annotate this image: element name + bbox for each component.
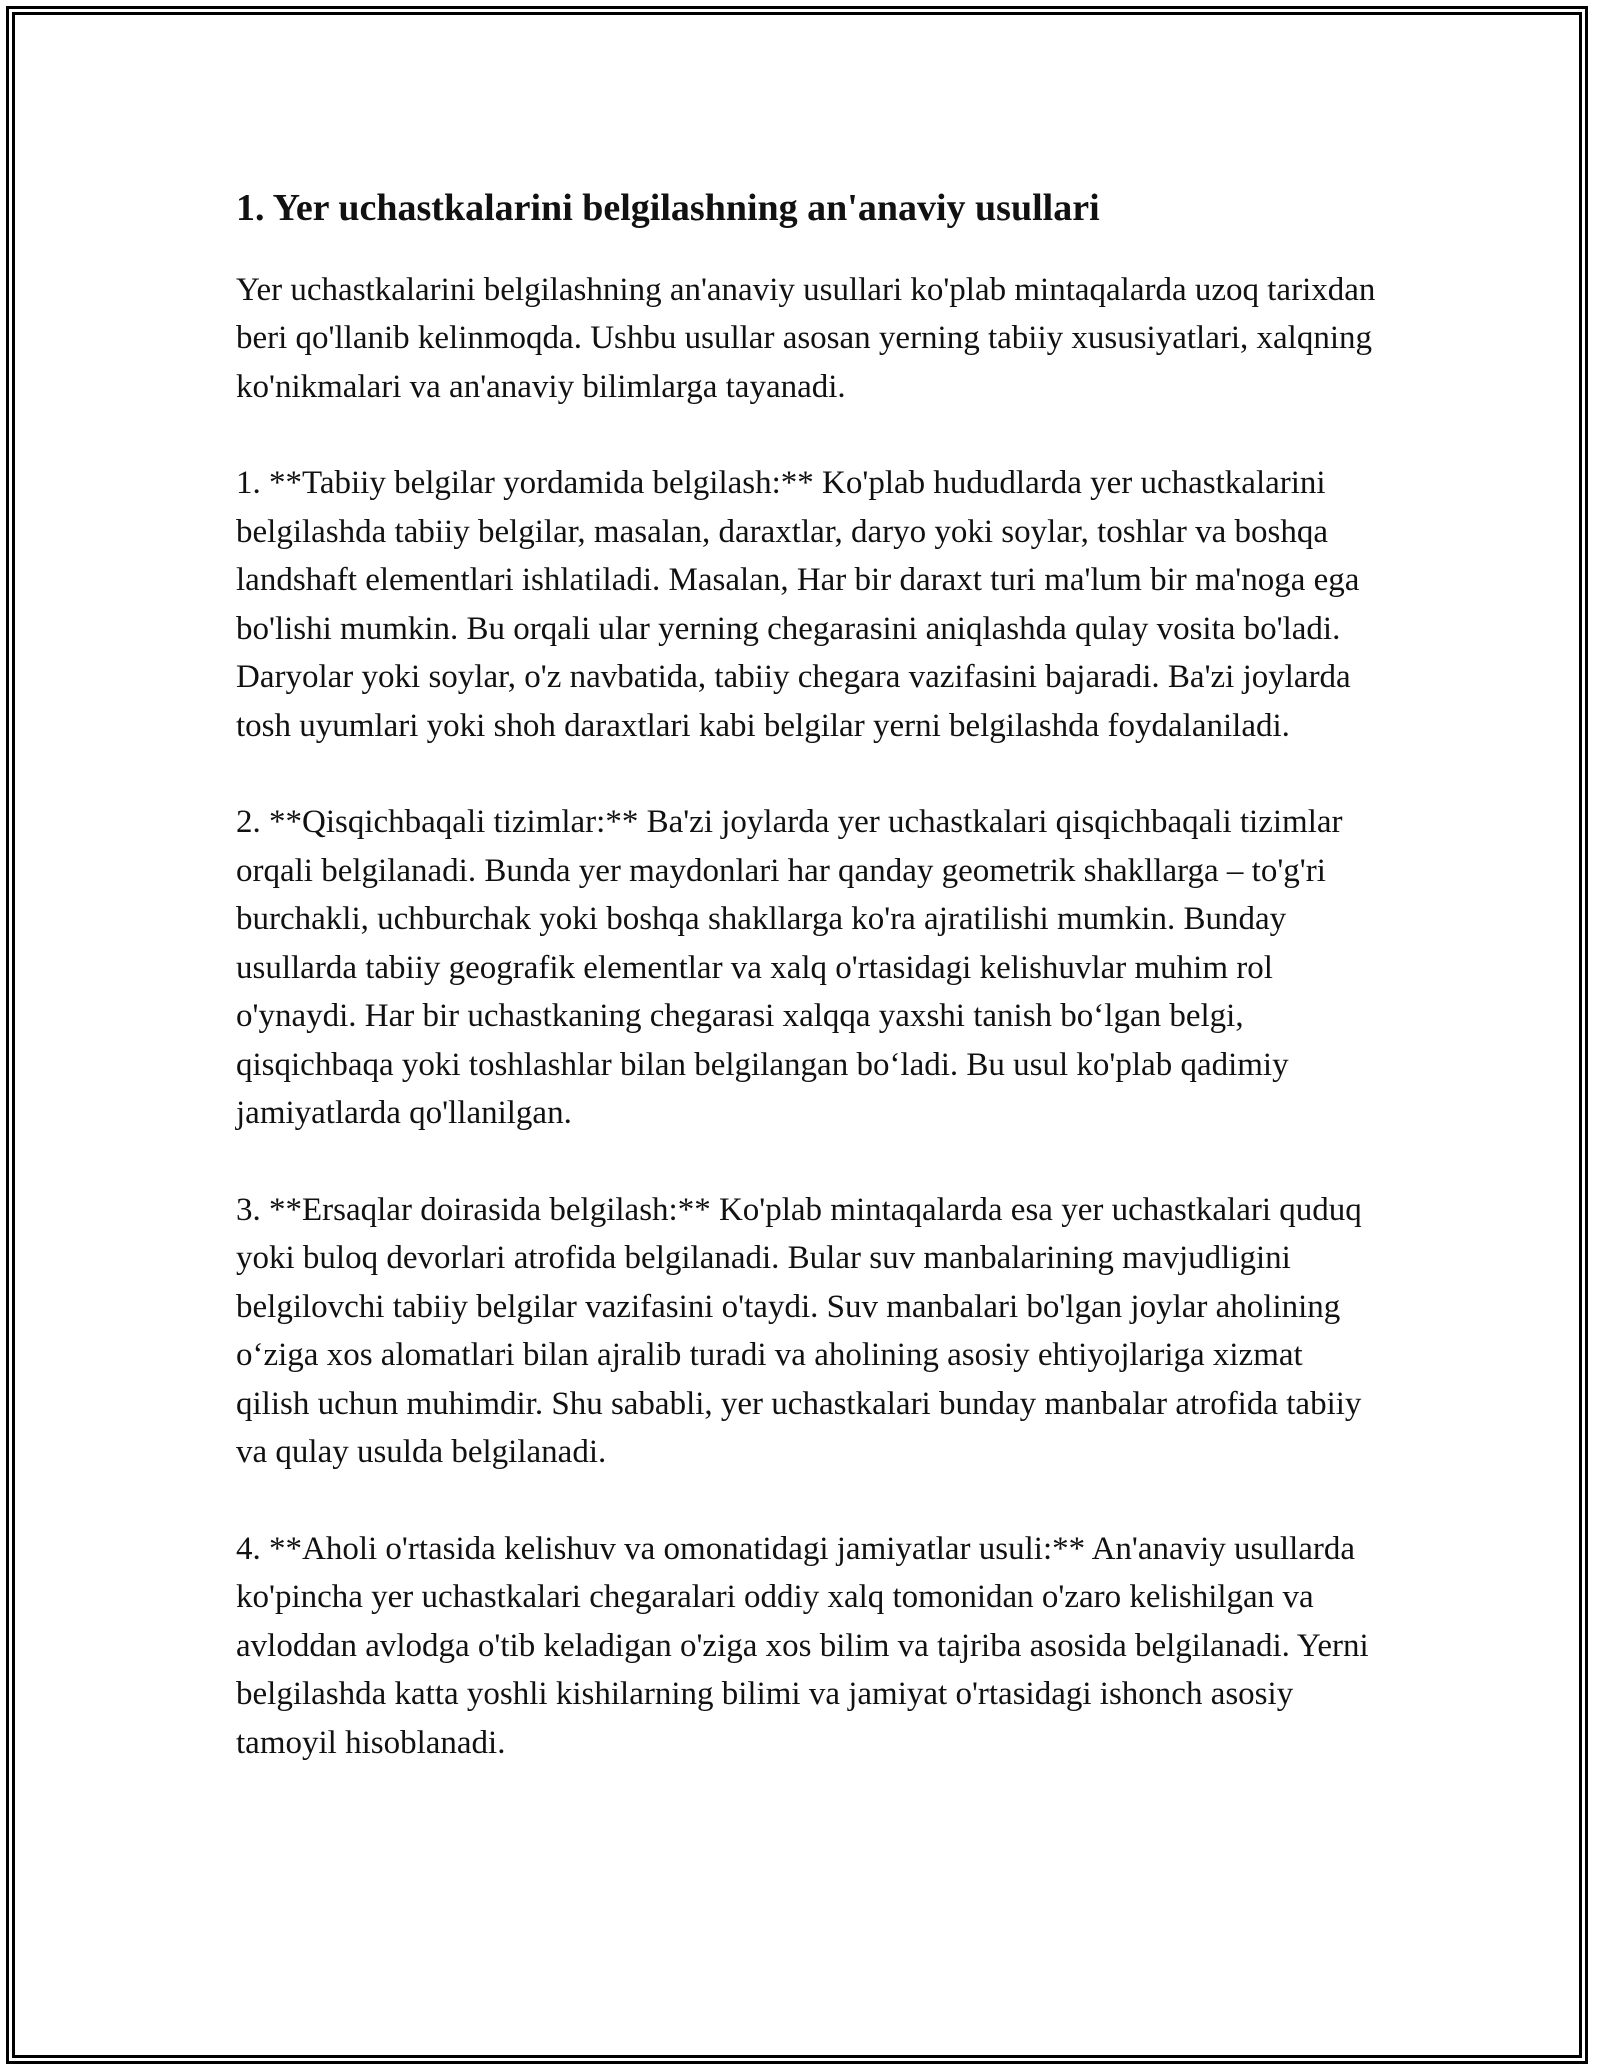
list-item-paragraph: 3. **Ersaqlar doirasida belgilash:** Ko'plab mintaqalarda esa yer uchastkalari quduq yoki buloq devorlari atrofida belgilanadi. Bular suv manbalarining mavjudligini belgilovchi tabiiy belgilar vazifasini o'taydi. Suv manbalari bo'lgan joylar aholining o‘ziga xos alomatlari bilan ajralib turadi va aholining asosiy ehtiyojlariga xizmat qilish uchun muhimdir. Shu sababli, yer uchastkalari bunday manbalar atrofida tabiiy va qulay usulda belgilanadi. — [236, 1191, 1362, 1471]
intro-paragraph: Yer uchastkalarini belgilashning an'anaviy usullari ko'plab mintaqalarda uzoq tarixdan beri qo'llanib kelinmoqda. Ushbu usullar asosan yerning tabiiy xususiyatlari, xalqning ko'nikmalari va an'anaviy bilimlarga tayanadi. — [236, 271, 1376, 405]
list-item-paragraph: 1. **Tabiiy belgilar yordamida belgilash:** Ko'plab hududlarda yer uchastkalarini belgilashda tabiiy belgilar, masalan, daraxtlar, daryo yoki soylar, toshlar va boshqa landshaft elementlari ishlatiladi. Masalan, Har bir daraxt turi ma'lum bir ma'noga ega bo'lishi mumkin. Bu orqali ular yerning chegarasini aniqlashda qulay vosita bo'ladi. Daryolar yoki soylar, o'z navbatida, tabiiy chegara vazifasini bajaradi. Ba'zi joylarda tosh uyumlari yoki shoh daraxtlari kabi belgilar yerni belgilashda foydalaniladi. — [236, 465, 1360, 744]
list-item-paragraph: 2. **Qisqichbaqali tizimlar:** Ba'zi joylarda yer uchastkalari qisqichbaqali tizimlar orqali belgilanadi. Bunda yer maydonlari har qanday geometrik shakllarga – to'g'ri burchakli, uchburchak yoki boshqa shakllarga ko'ra ajratilishi mumkin. Bunday usullarda tabiiy geografik elementlar va xalq o'rtasidagi kelishuvlar muhim rol o'ynaydi. Har bir uchastkaning chegarasi xalqqa yaxshi tanish bo‘lgan belgi, qisqichbaqa yoki toshlashlar bilan belgilangan bo‘ladi. Bu usul ko'plab qadimiy jamiyatlarda qo'llanilgan. — [236, 804, 1343, 1132]
list-item-paragraph: 4. **Aholi o'rtasida kelishuv va omonatidagi jamiyatlar usuli:** An'anaviy usullarda ko'pincha yer uchastkalari chegaralari oddiy xalq tomonidan o'zaro kelishilgan va avloddan avlodga o'tib keladigan o'ziga xos bilim va tajriba asosida belgilanadi. Yerni belgilashda katta yoshli kishilarning bilimi va jamiyat o'rtasidagi ishonch asosiy tamoyil hisoblanadi. — [236, 1530, 1369, 1761]
page-title: 1. Yer uchastkalarini belgilashning an'anaviy usullari — [236, 187, 1100, 229]
document-body — [236, 186, 1376, 1815]
